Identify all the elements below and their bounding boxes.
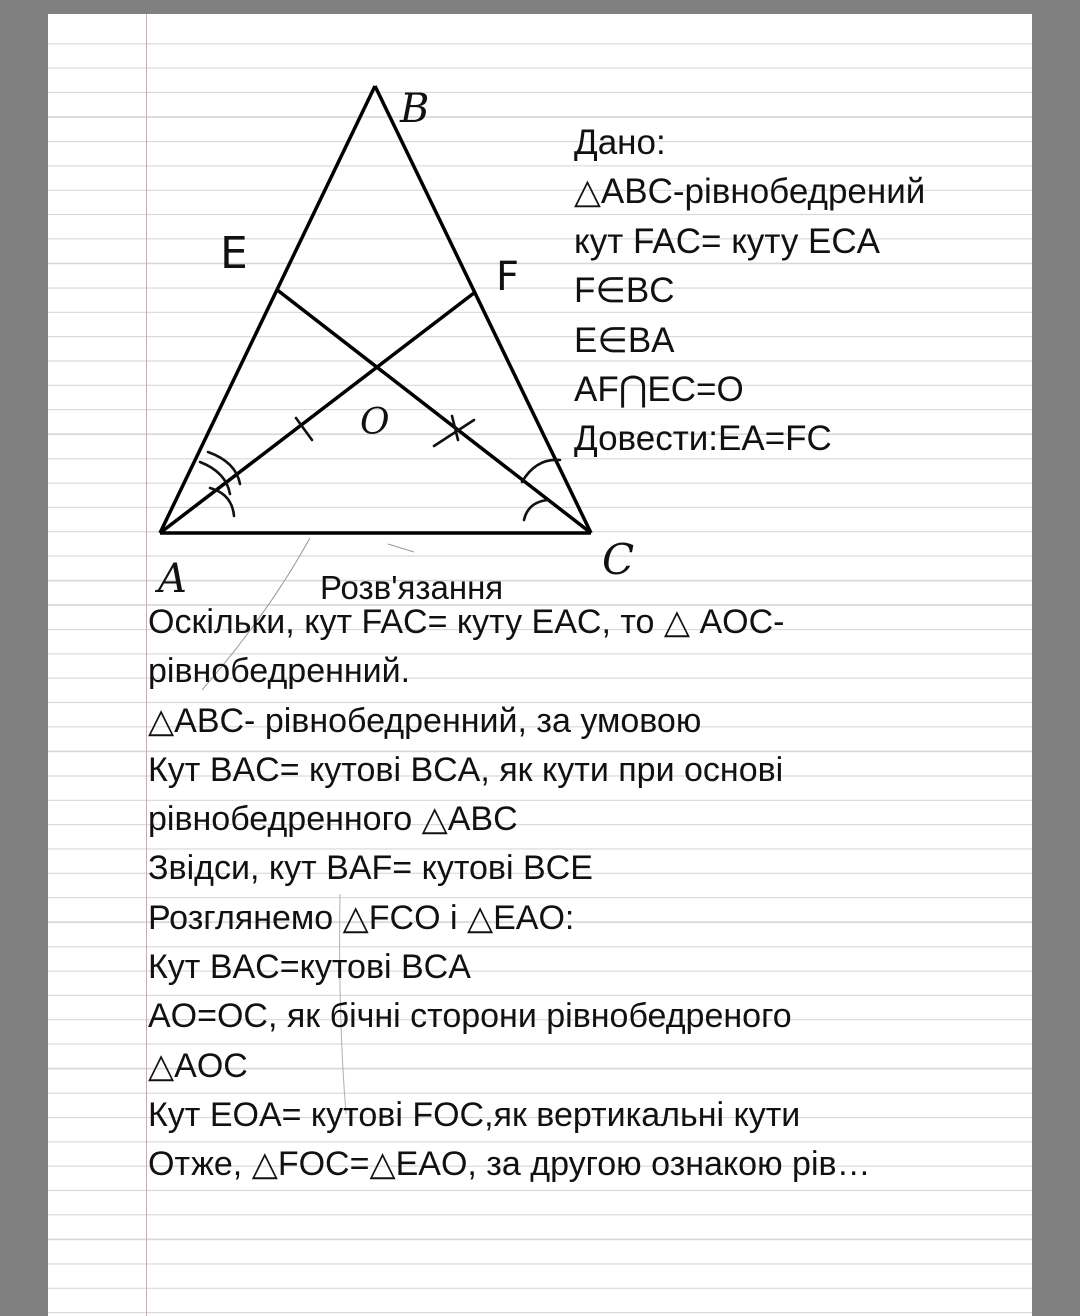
given-line: кут FAC= куту ECA [574, 221, 881, 261]
solution-line: Отже, △FOC=△EAO, за другою ознакою рів… [148, 1145, 871, 1184]
solution-line: Оскільки, кут FAC= куту EAC, то △ AOC- [148, 603, 785, 641]
angle-mark-c-lower [524, 500, 548, 520]
vertex-label-e: E [220, 228, 248, 279]
prove-line: Довести:EA=FC [574, 419, 832, 459]
solution-line: Кут BAC= кутові BCA, як кути при основі [148, 750, 784, 789]
solution-line: рівнобедренного △ABC [148, 800, 518, 839]
given-title: Дано: [574, 123, 666, 162]
stray-stroke-2 [388, 544, 414, 552]
angle-mark-c [522, 460, 560, 482]
solution-line: Звідси, кут BAF= кутові BCE [148, 849, 593, 888]
given-line: E∈BA [574, 320, 675, 360]
solution-line: △AOC [148, 1046, 248, 1085]
vertex-label-c: C [602, 535, 635, 584]
given-line: △ABC-рівнобедрений [574, 172, 926, 212]
given-block [574, 118, 925, 464]
given-line: F∈BC [574, 271, 675, 311]
vertex-label-b: B [400, 86, 430, 132]
notebook-page [48, 14, 1032, 1316]
solution-heading: Розв'язання [320, 569, 504, 606]
solution-line: △ABC- рівнобедренний, за умовою [148, 701, 702, 740]
solution-block [148, 598, 871, 1190]
given-line: AF⋂EC=O [574, 370, 744, 410]
vertex-label-o: O [360, 402, 390, 443]
solution-line: Розглянемо △FCO і △EAO: [148, 898, 575, 937]
solution-line: Кут EOA= кутові FOC,як вертикальні кути [148, 1095, 801, 1134]
segment-af [160, 293, 474, 533]
vertex-label-a: A [158, 556, 187, 602]
vertex-label-f: F [496, 254, 520, 300]
solution-line: рівнобедренний. [148, 652, 411, 691]
triangle-abc [160, 86, 591, 533]
solution-line: AO=OC, як бічні сторони рівнобедреного [148, 997, 792, 1036]
solution-line: Кут BAC=кутові BCA [148, 948, 471, 987]
